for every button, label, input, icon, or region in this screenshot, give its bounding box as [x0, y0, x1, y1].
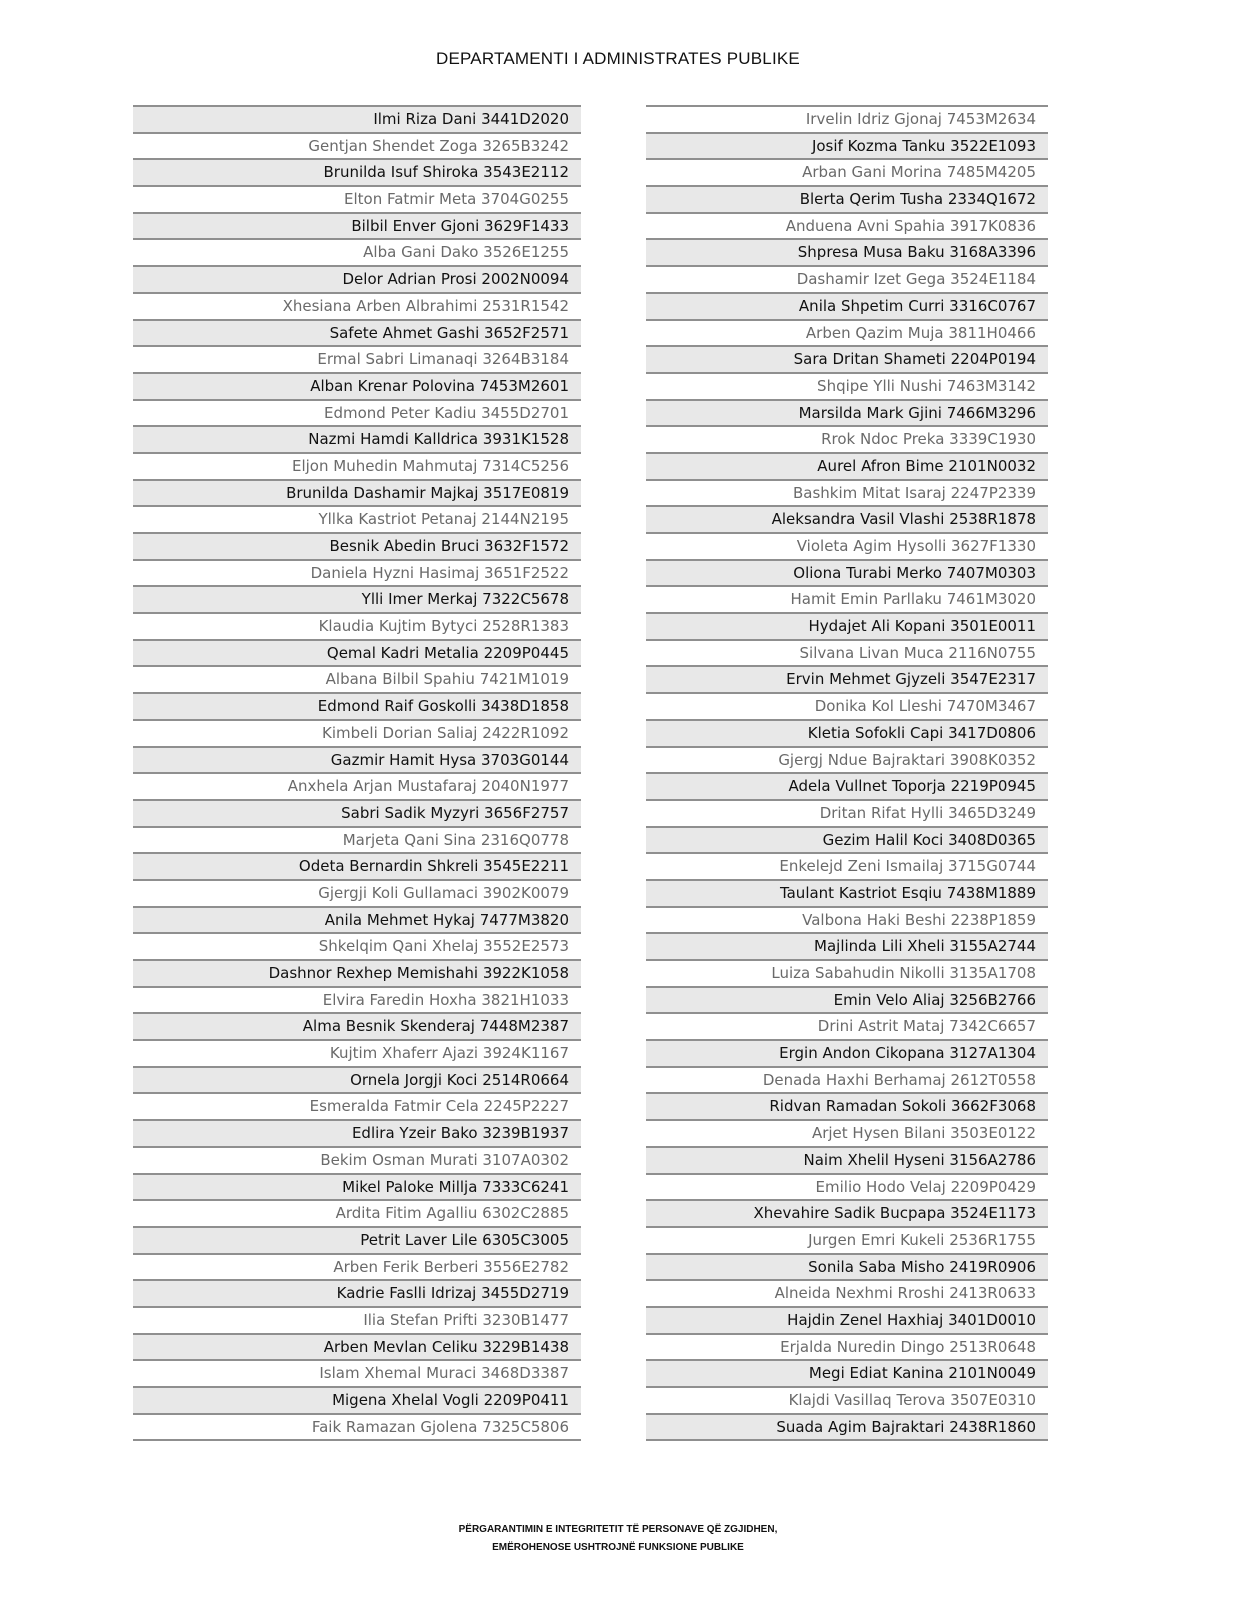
list-item: Bekim Osman Murati 3107A0302 [133, 1146, 581, 1173]
list-item: Ilia Stefan Prifti 3230B1477 [133, 1306, 581, 1333]
list-item: Gentjan Shendet Zoga 3265B3242 [133, 132, 581, 159]
list-item: Gjergj Ndue Bajraktari 3908K0352 [646, 746, 1048, 773]
list-item: Ervin Mehmet Gjyzeli 3547E2317 [646, 665, 1048, 692]
list-item: Drini Astrit Mataj 7342C6657 [646, 1012, 1048, 1039]
list-item: Anila Shpetim Curri 3316C0767 [646, 292, 1048, 319]
list-item: Ergin Andon Cikopana 3127A1304 [646, 1039, 1048, 1066]
list-item: Naim Xhelil Hyseni 3156A2786 [646, 1146, 1048, 1173]
list-item: Daniela Hyzni Hasimaj 3651F2522 [133, 559, 581, 586]
list-item: Adela Vullnet Toporja 2219P0945 [646, 772, 1048, 799]
list-item: Edmond Peter Kadiu 3455D2701 [133, 399, 581, 426]
list-item: Alneida Nexhmi Rroshi 2413R0633 [646, 1279, 1048, 1306]
list-item: Taulant Kastriot Esqiu 7438M1889 [646, 879, 1048, 906]
list-item: Ermal Sabri Limanaqi 3264B3184 [133, 345, 581, 372]
list-item: Petrit Laver Lile 6305C3005 [133, 1226, 581, 1253]
list-item: Brunilda Isuf Shiroka 3543E2112 [133, 158, 581, 185]
list-item: Arben Mevlan Celiku 3229B1438 [133, 1333, 581, 1360]
list-item: Rrok Ndoc Preka 3339C1930 [646, 425, 1048, 452]
footer-line-1: PËRGARANTIMIN E INTEGRITETIT TË PERSONAVE QË ZGJIDHEN, [458, 1524, 778, 1535]
list-item: Shkelqim Qani Xhelaj 3552E2573 [133, 932, 581, 959]
list-item: Donika Kol Lleshi 7470M3467 [646, 692, 1048, 719]
list-item: Odeta Bernardin Shkreli 3545E2211 [133, 852, 581, 879]
list-item: Ylli Imer Merkaj 7322C5678 [133, 585, 581, 612]
list-item: Klaudia Kujtim Bytyci 2528R1383 [133, 612, 581, 639]
list-item: Gezim Halil Koci 3408D0365 [646, 826, 1048, 853]
list-item: Emin Velo Aliaj 3256B2766 [646, 986, 1048, 1013]
list-item: Shqipe Ylli Nushi 7463M3142 [646, 372, 1048, 399]
list-item: Albana Bilbil Spahiu 7421M1019 [133, 665, 581, 692]
list-item: Alba Gani Dako 3526E1255 [133, 238, 581, 265]
list-item: Elvira Faredin Hoxha 3821H1033 [133, 986, 581, 1013]
list-item: Nazmi Hamdi Kalldrica 3931K1528 [133, 425, 581, 452]
list-item: Violeta Agim Hysolli 3627F1330 [646, 532, 1048, 559]
list-item: Faik Ramazan Gjolena 7325C5806 [133, 1413, 581, 1440]
list-bottom-rule [133, 1439, 581, 1441]
list-item: Bashkim Mitat Isaraj 2247P2339 [646, 479, 1048, 506]
list-item: Migena Xhelal Vogli 2209P0411 [133, 1386, 581, 1413]
list-item: Kadrie Faslli Idrizaj 3455D2719 [133, 1279, 581, 1306]
list-item: Marjeta Qani Sina 2316Q0778 [133, 826, 581, 853]
list-item: Alma Besnik Skenderaj 7448M2387 [133, 1012, 581, 1039]
list-item: Kujtim Xhaferr Ajazi 3924K1167 [133, 1039, 581, 1066]
list-item: Enkelejd Zeni Ismailaj 3715G0744 [646, 852, 1048, 879]
list-item: Ornela Jorgji Koci 2514R0664 [133, 1066, 581, 1093]
list-item: Qemal Kadri Metalia 2209P0445 [133, 639, 581, 666]
right-name-list [646, 105, 1048, 1441]
list-item: Aleksandra Vasil Vlashi 2538R1878 [646, 505, 1048, 532]
list-item: Jurgen Emri Kukeli 2536R1755 [646, 1226, 1048, 1253]
list-bottom-rule [646, 1439, 1048, 1441]
list-item: Oliona Turabi Merko 7407M0303 [646, 559, 1048, 586]
list-item: Hydajet Ali Kopani 3501E0011 [646, 612, 1048, 639]
list-item: Eljon Muhedin Mahmutaj 7314C5256 [133, 452, 581, 479]
list-item: Xhesiana Arben Albrahimi 2531R1542 [133, 292, 581, 319]
list-item: Edlira Yzeir Bako 3239B1937 [133, 1119, 581, 1146]
list-item: Ridvan Ramadan Sokoli 3662F3068 [646, 1092, 1048, 1119]
list-item: Alban Krenar Polovina 7453M2601 [133, 372, 581, 399]
list-item: Denada Haxhi Berhamaj 2612T0558 [646, 1066, 1048, 1093]
list-item: Gjergji Koli Gullamaci 3902K0079 [133, 879, 581, 906]
list-item: Arben Qazim Muja 3811H0466 [646, 319, 1048, 346]
list-item: Delor Adrian Prosi 2002N0094 [133, 265, 581, 292]
list-item: Kletia Sofokli Capi 3417D0806 [646, 719, 1048, 746]
list-item: Arjet Hysen Bilani 3503E0122 [646, 1119, 1048, 1146]
list-item: Besnik Abedin Bruci 3632F1572 [133, 532, 581, 559]
list-item: Arben Ferik Berberi 3556E2782 [133, 1253, 581, 1280]
list-item: Silvana Livan Muca 2116N0755 [646, 639, 1048, 666]
list-item: Xhevahire Sadik Bucpapa 3524E1173 [646, 1199, 1048, 1226]
list-item: Ardita Fitim Agalliu 6302C2885 [133, 1199, 581, 1226]
list-item: Erjalda Nuredin Dingo 2513R0648 [646, 1333, 1048, 1360]
list-item: Anxhela Arjan Mustafaraj 2040N1977 [133, 772, 581, 799]
list-item: Emilio Hodo Velaj 2209P0429 [646, 1173, 1048, 1200]
list-item: Brunilda Dashamir Majkaj 3517E0819 [133, 479, 581, 506]
list-item: Valbona Haki Beshi 2238P1859 [646, 906, 1048, 933]
list-item: Josif Kozma Tanku 3522E1093 [646, 132, 1048, 159]
list-item: Aurel Afron Bime 2101N0032 [646, 452, 1048, 479]
list-item: Dritan Rifat Hylli 3465D3249 [646, 799, 1048, 826]
list-item: Megi Ediat Kanina 2101N0049 [646, 1359, 1048, 1386]
list-item: Dashamir Izet Gega 3524E1184 [646, 265, 1048, 292]
list-item: Klajdi Vasillaq Terova 3507E0310 [646, 1386, 1048, 1413]
list-item: Safete Ahmet Gashi 3652F2571 [133, 319, 581, 346]
list-item: Dashnor Rexhep Memishahi 3922K1058 [133, 959, 581, 986]
list-item: Anila Mehmet Hykaj 7477M3820 [133, 906, 581, 933]
list-item: Mikel Paloke Millja 7333C6241 [133, 1173, 581, 1200]
left-name-list [133, 105, 581, 1441]
list-item: Esmeralda Fatmir Cela 2245P2227 [133, 1092, 581, 1119]
list-item: Suada Agim Bajraktari 2438R1860 [646, 1413, 1048, 1440]
list-item: Yllka Kastriot Petanaj 2144N2195 [133, 505, 581, 532]
list-item: Sabri Sadik Myzyri 3656F2757 [133, 799, 581, 826]
list-item: Ilmi Riza Dani 3441D2020 [133, 105, 581, 132]
list-item: Sonila Saba Misho 2419R0906 [646, 1253, 1048, 1280]
footer-line-2: EMËROHENOSE USHTROJNË FUNKSIONE PUBLIKE [492, 1542, 744, 1553]
list-item: Blerta Qerim Tusha 2334Q1672 [646, 185, 1048, 212]
list-item: Majlinda Lili Xheli 3155A2744 [646, 932, 1048, 959]
list-item: Luiza Sabahudin Nikolli 3135A1708 [646, 959, 1048, 986]
list-item: Hajdin Zenel Haxhiaj 3401D0010 [646, 1306, 1048, 1333]
list-item: Kimbeli Dorian Saliaj 2422R1092 [133, 719, 581, 746]
list-item: Bilbil Enver Gjoni 3629F1433 [133, 212, 581, 239]
list-item: Marsilda Mark Gjini 7466M3296 [646, 399, 1048, 426]
list-item: Irvelin Idriz Gjonaj 7453M2634 [646, 105, 1048, 132]
list-item: Gazmir Hamit Hysa 3703G0144 [133, 746, 581, 773]
list-item: Elton Fatmir Meta 3704G0255 [133, 185, 581, 212]
list-item: Edmond Raif Goskolli 3438D1858 [133, 692, 581, 719]
list-item: Islam Xhemal Muraci 3468D3387 [133, 1359, 581, 1386]
list-item: Arban Gani Morina 7485M4205 [646, 158, 1048, 185]
list-item: Sara Dritan Shameti 2204P0194 [646, 345, 1048, 372]
page-title: DEPARTAMENTI I ADMINISTRATES PUBLIKE [436, 49, 800, 68]
footer [0, 1521, 1236, 1557]
list-item: Shpresa Musa Baku 3168A3396 [646, 238, 1048, 265]
list-item: Anduena Avni Spahia 3917K0836 [646, 212, 1048, 239]
list-item: Hamit Emin Parllaku 7461M3020 [646, 585, 1048, 612]
